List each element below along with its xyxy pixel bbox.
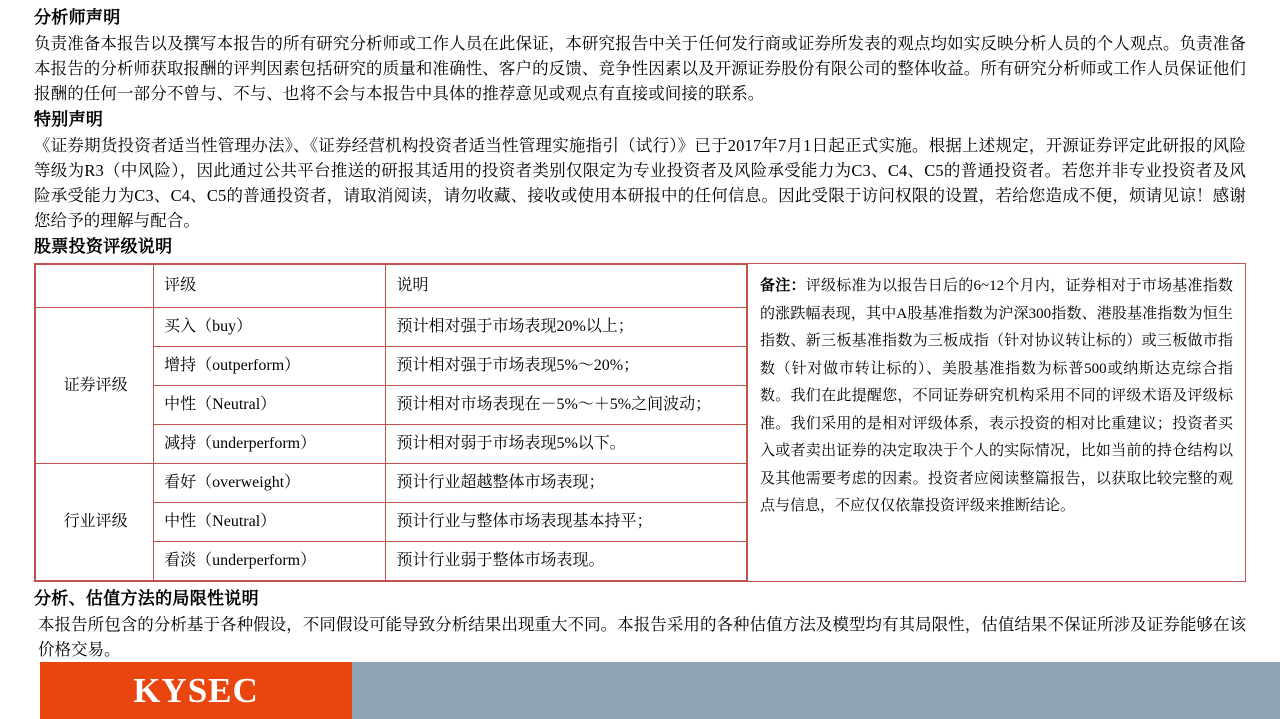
- header-cell-rating: 评级: [154, 265, 386, 308]
- special-statement-body: 《证券期货投资者适当性管理办法》、《证券经营机构投资者适当性管理实施指引（试行）》已于2017年7月1日起正式实施。根据上述规定，开源证券评定此研报的风险等级为R3（中风险），因此通过公共平台推送的研报其适用的投资者类别仅限定为专业投资者及风险承受能力为C3、C4、C5的普通投资者。若您并非专业投资者及风险承受能力为C3、C4、C5的普通投资者，请取消阅读，请勿收藏、接收或使用本研报中的任何信息。因此受限于访问权限的设置，若给您造成不便，烦请见谅！感谢您给予的理解与配合。: [34, 136, 1246, 230]
- analyst-statement-body: 负责准备本报告以及撰写本报告的所有研究分析师或工作人员在此保证，本研究报告中关于任何发行商或证券所发表的观点均如实反映分析人员的个人观点。负责准备本报告的分析师获取报酬的评判因素包括研究的质量和准确性、客户的反馈、竞争性因素以及开源证券股份有限公司的整体收益。所有研究分析师或工作人员保证他们报酬的任何一部分不曾与、不与、也将不会与本报告中具体的推荐意见或观点有直接或间接的联系。: [34, 34, 1246, 103]
- rating-desc: 预计行业与整体市场表现基本持平；: [386, 503, 747, 542]
- kysec-logo-text: KYSEC: [133, 670, 259, 710]
- ratings-note-body: 评级标准为以报告日后的6~12个月内，证券相对于市场基准指数的涨跌幅表现，其中A股基准指数为沪深300指数、港股基准指数为恒生指数、新三板基准指数为三板成指（针对协议转让标的）或三板做市指数（针对做市转让标的）、美股基准指数为标普500或纳斯达克综合指数。我们在此提醒您，不同证券研究机构采用不同的评级术语及评级标准。我们采用的是相对评级体系，表示投资的相对比重建议；投资者买入或者卖出证券的决定取决于个人的实际情况，比如当前的持仓结构以及其他需要考虑的因素。投资者应阅读整篇报告，以获取比较完整的观点与信息，不应仅仅依靠投资评级来推断结论。: [760, 278, 1233, 514]
- rating-label: 中性（Neutral）: [154, 503, 386, 542]
- rating-label: 增持（outperform）: [154, 347, 386, 386]
- rating-label: 中性（Neutral）: [154, 386, 386, 425]
- table-row: [36, 308, 747, 347]
- limitation-body: 本报告所包含的分析基于各种假设，不同假设可能导致分析结果出现重大不同。本报告采用的各种估值方法及模型均有其局限性，估值结果不保证所涉及证券能够在该价格交易。: [38, 615, 1246, 659]
- limitation-title: 分析、估值方法的局限性说明: [34, 589, 259, 608]
- rating-label: 减持（underperform）: [154, 425, 386, 464]
- rating-label: 看淡（underperform）: [154, 542, 386, 581]
- header-cell-blank: [36, 265, 154, 308]
- ratings-note: [747, 264, 1245, 581]
- stock-rating-table: [35, 264, 747, 581]
- ratings-note-label: 备注：: [760, 278, 806, 294]
- table-header-row: [36, 265, 747, 308]
- ratings-section-title: 股票投资评级说明: [34, 237, 173, 256]
- limitation-section: [34, 587, 1246, 662]
- rating-desc: 预计行业超越整体市场表现；: [386, 464, 747, 503]
- rating-desc: 预计相对强于市场表现5%～20%；: [386, 347, 747, 386]
- rating-desc: 预计相对市场表现在－5%～＋5%之间波动；: [386, 386, 747, 425]
- rating-label: 买入（buy）: [154, 308, 386, 347]
- category-industry: 行业评级: [36, 464, 154, 581]
- header-cell-desc: 说明: [386, 265, 747, 308]
- rating-desc: 预计行业弱于整体市场表现。: [386, 542, 747, 581]
- footer-color-bar: [352, 662, 1280, 719]
- category-securities: 证券评级: [36, 308, 154, 464]
- rating-desc: 预计相对强于市场表现20%以上；: [386, 308, 747, 347]
- table-row: [36, 464, 747, 503]
- analyst-statement-title: 分析师声明: [34, 8, 121, 27]
- ratings-table-container: [34, 263, 1246, 582]
- special-statement-title: 特别声明: [34, 110, 104, 129]
- rating-desc: 预计相对弱于市场表现5%以下。: [386, 425, 747, 464]
- page-footer: [0, 662, 1280, 719]
- rating-label: 看好（overweight）: [154, 464, 386, 503]
- kysec-logo: [40, 662, 352, 719]
